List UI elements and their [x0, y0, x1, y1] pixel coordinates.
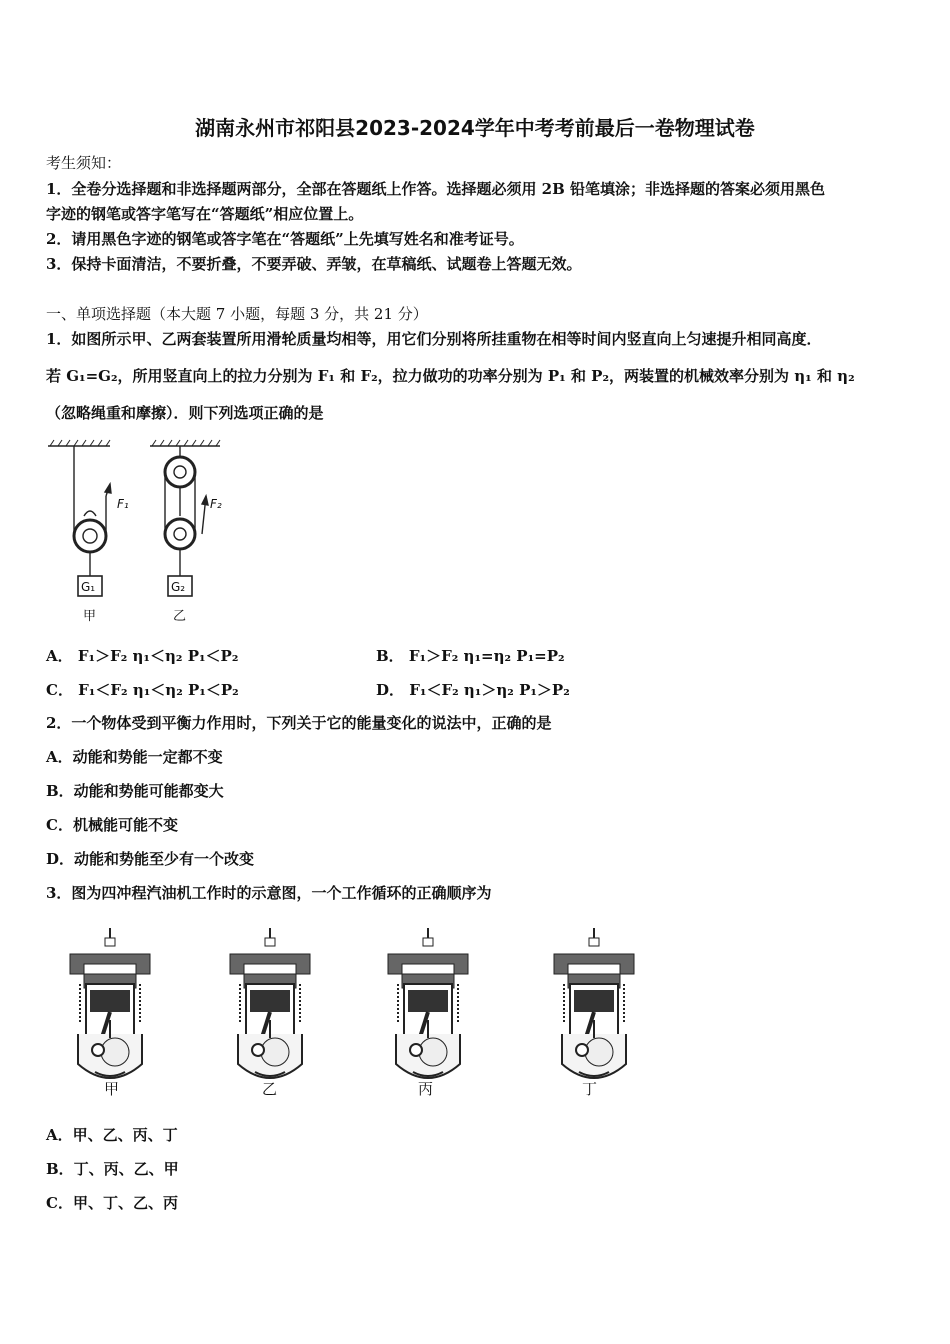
q3-option-c[interactable]: C．甲、丁、乙、丙	[46, 1194, 178, 1212]
q1-stem-line-2: 若 G₁=G₂，所用竖直向上的拉力分别为 F₁ 和 F₂，拉力做功的功率分别为 P₁ 和 P₂，两装置的机械效率分别为 η₁ 和 η₂	[46, 367, 855, 385]
g1-label: G₁	[81, 580, 96, 594]
notice-line-1b: 字迹的钢笔或答字笔写在“答题纸”相应位置上。	[46, 205, 364, 223]
figure-label-yi: 乙	[173, 609, 187, 624]
q2-option-c[interactable]: C．机械能可能不变	[46, 816, 178, 834]
q2-option-b[interactable]: B．动能和势能可能都变大	[46, 782, 224, 800]
engine-label-ding: 丁	[582, 1080, 598, 1098]
engine-label-yi: 乙	[262, 1080, 278, 1098]
f2-label: F₂	[210, 497, 222, 511]
g2-label: G₂	[171, 580, 186, 594]
notice-line-2: 2．请用黑色字迹的钢笔或答字笔在“答题纸”上先填写姓名和准考证号。	[46, 230, 524, 248]
q3-option-b[interactable]: B．丁、丙、乙、甲	[46, 1160, 179, 1178]
q1-option-c[interactable]: C． F₁＜F₂ η₁＜η₂ P₁＜P₂	[46, 681, 239, 699]
q2-stem: 2．一个物体受到平衡力作用时，下列关于它的能量变化的说法中，正确的是	[46, 714, 552, 732]
pulley-figure	[44, 436, 234, 626]
q2-option-d[interactable]: D．动能和势能至少有一个改变	[46, 850, 255, 868]
q1-stem-line-3: （忽略绳重和摩擦）．则下列选项正确的是	[46, 404, 324, 422]
f1-label: F₁	[117, 497, 129, 511]
figure-label-jia: 甲	[83, 609, 97, 624]
engine-figure	[60, 924, 660, 1104]
q3-stem: 3．图为四冲程汽油机工作时的示意图，一个工作循环的正确顺序为	[46, 884, 492, 902]
q1-option-a[interactable]: A． F₁＞F₂ η₁＜η₂ P₁＜P₂	[46, 647, 239, 665]
page-title: 湖南永州市祁阳县2023-2024学年中考考前最后一卷物理试卷	[195, 116, 755, 140]
notice-line-1a: 1．全卷分选择题和非选择题两部分，全部在答题纸上作答。选择题必须用 2B 铅笔填涂；非选择题的答案必须用黑色	[46, 180, 826, 198]
q1-option-d[interactable]: D． F₁＜F₂ η₁＞η₂ P₁＞P₂	[376, 681, 570, 699]
engine-label-bing: 丙	[418, 1080, 434, 1098]
q3-option-a[interactable]: A．甲、乙、丙、丁	[46, 1126, 178, 1144]
section-heading: 一、单项选择题（本大题 7 小题，每题 3 分，共 21 分）	[46, 305, 428, 323]
engine-label-jia: 甲	[104, 1080, 120, 1098]
notice-line-3: 3．保持卡面清洁，不要折叠，不要弄破、弄皱，在草稿纸、试题卷上答题无效。	[46, 255, 582, 273]
q2-option-a[interactable]: A．动能和势能一定都不变	[46, 748, 223, 766]
q1-option-b[interactable]: B． F₁＞F₂ η₁=η₂ P₁=P₂	[376, 647, 565, 665]
q1-stem-line-1: 1．如图所示甲、乙两套装置所用滑轮质量均相等，用它们分别将所挂重物在相等时间内竖直向上匀速提升相同高度．	[46, 330, 822, 348]
notice-heading: 考生须知：	[46, 154, 122, 172]
